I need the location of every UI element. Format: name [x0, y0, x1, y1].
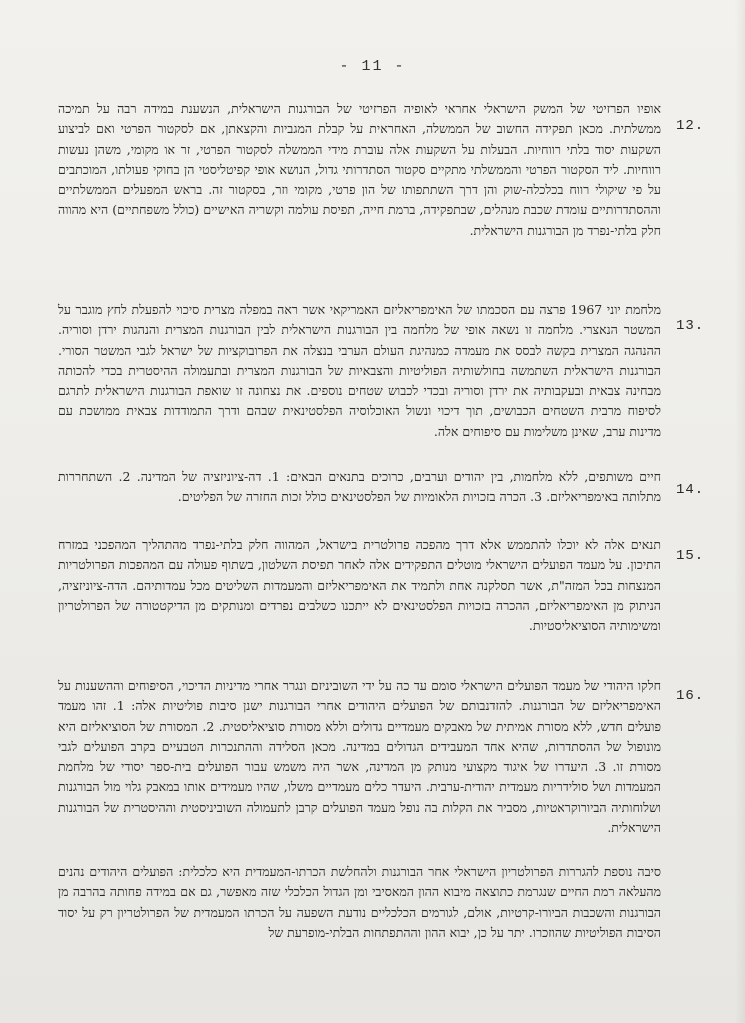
- paragraph-continuation: סיבה נוספת להגררות הפרולטריון הישראלי אחר הבורגנות ולהחלשת הכרתו-המעמדית היא כלכלית: הפועלים היהודים נהנים מהעלאה רמת החיים שנגרמת כתוצאה מיבוא ההון המאסיבי ומן הגדול הכלכלי שזה מאפשר, גם אם במידה פחותה בהרבה מן הבורגנות והשכבות הביורו-קרטיות, אולם, לגורמים הכלכליים נודעת השפעה על הכרתו המעמדית של הפרולטריון רק על יסוד הסיבות הפוליטיות שהוזכרו. יתר על כן, יבוא ההון וההתפתחות הבלתי-מופרעת של: [58, 864, 662, 940]
- page-edge-shadow: [735, 0, 745, 1023]
- paragraph-number-14: 14.: [676, 482, 705, 498]
- paragraph-number-12: 12.: [676, 118, 705, 134]
- paragraph-number-13: 13.: [676, 318, 705, 334]
- page-number: - 11 -: [339, 58, 406, 75]
- paragraph-13: מלחמת יוני 1967 פרצה עם הסכמתו של האימפריאליזם האמריקאי אשר ראה במפלה מצרית סיכוי להפעלת לחץ מוגבר על המשטר הנאצרי. מלחמה זו נשאה אופי של מלחמה בין הבורגנות הישראלית לבין הבורגנות המצרית והנהגות ירדן וסוריה. ההנהגה המצרית בקשה לבסס את מעמדה כמנהיגת העולם הערבי בנצלה את הפרובוקציות של ישראל לגבי המשטר הסורי. הבורגנות הישראלית השתמשה בחולשותיה הפוליטיות והצבאיות של הבורגנות המצרית ובתעמולה ההיסטרית בכדי להכותה מבחינה צבאית ובעקבותיה את ירדן וסוריה ובכדי לכבוש שטחים נוספים. את נצחונה זו שואפת הבורגנות הישראלית לתרגם לסיפוח מרבית השטחים הכבושים, תוך דיכוי ונשול האוכלוסיה הפלסטינאית שבהם ודרך התמודדות צבאית ממושכת עם מדינות ערב, שאינן משלימות עם סיפוחים אלה.: [58, 302, 662, 439]
- paragraph-14: חיים משותפים, ללא מלחמות, בין יהודים וערבים, כרוכים בתנאים הבאים: 1. דה-ציוניזציה של המדינה. 2. השתחררות מתלותה באימפריאליזם. 3. הכרה בזכויות הלאומיות של הפלסטינאים כולל זכות החזרה של הפליטים.: [58, 469, 661, 505]
- paragraph-15: תנאים אלה לא יוכלו להתממש אלא דרך מהפכה פרולטרית בישראל, המהווה חלק בלתי-נפרד מהתהליך המהפכני במזרח התיכון. על מעמד הפועלים הישראלי מוטלים התפקידים אלה לאחר תפיסת השלטון, בשתוף פעולה עם המהפכות הפרולטריות המנצחות בכל המזה"ת, אשר תסלקנה אחת ולתמיד את האימפריאליזם והמעמדות השליטים מכל עמדותיהם. הדה-ציוניזציה, הניתוק מן האימפריאליזם, ההכרה בזכויות הפלסטינאים לא ייתכנו כשלבים נפרדים ומנותקים מן הדיקטטורה של הפרולטריון ומשימותיה הסוציאליסטיות.: [58, 537, 661, 634]
- paragraph-16: חלקו היהודי של מעמד הפועלים הישראלי סומם עד כה על ידי השוביניזם ונגרר אחרי מדיניות הדיכוי, הסיפוחים וההשענות על האימפריאליזם של הבורגנות. להזדנבותם של הפועלים היהודים אחרי הבורגנות ישנן סיבות פוליטיות אלה: 1. זהו מעמד פועלים חדש, ללא מסורת אמיתית של מאבקים מעמדיים גדולים וללא מסורת סוציאליסטית. 2. המסורת של הסוציאליזם היא מונופול של ההסתדרות, שהיא אחד המעבידים הגדולים במדינה. מכאן הסלידה וההתנכרות הטבעיים בקרב הפועלים לגבי מסורת זו. 3. היעדרו של איגוד מקצועי מנותק מן המדינה, אשר היה משמש עבור הפועלים בית-ספר יסודי של מלחמת המעמדות ושל סולידריות מעמדית יהודית-ערבית. היעדר כלים מעמדיים משלו, שהיו מעמידים אותו במאבק גלוי מול הבורגנות ושלוחותיה הביורוקראטיות, מסביר את הקלות בה נופל מעמד הפועלים קרבן לתעמולה השוביניסטית וההיסטרית של הבורגנות הישראלית.: [58, 678, 661, 836]
- paragraph-12: אופיו הפרזיטי של המשק הישראלי אחראי לאופיה הפרזיטי של הבורגנות הישראלית, הנשענת במידה רבה על תמיכה ממשלתית. מכאן תפקידה החשוב של הממשלה, האחראית על קבלת המגביות והקצאתן, אם לסקטור הפרטי ואם לביצוע השקעות יסוד בלתי רווחיות. הבעלות על השקעות אלה עוברת מידי הממשלה לסקטור הפרטי, זר או מקומי, משהן נעשות רווחיות. ליד הסקטור הפרטי והממשלתי מתקיים סקטור הסתדרותי גדול, הנושא אופי קפיטליסטי הן בחוקי פעולתו, המוכתבים על פי שיקולי רווח בכלכלה-שוק והן דרך השתתפותו של הון פרטי, מקומי וזר, בסקטור זה. בראש המפעלים הממשלתיים וההסתדרותיים עומדת שכבת מנהלים, שבתפקידה, ברמת חייה, תפיסת עולמה וקשריה האישיים (כולל משפחתיים) היא מהווה חלק בלתי-נפרד מן הבורגנות הישראלית.: [58, 101, 661, 238]
- paragraph-number-15: 15.: [676, 548, 705, 564]
- paragraph-number-16: 16.: [676, 688, 705, 704]
